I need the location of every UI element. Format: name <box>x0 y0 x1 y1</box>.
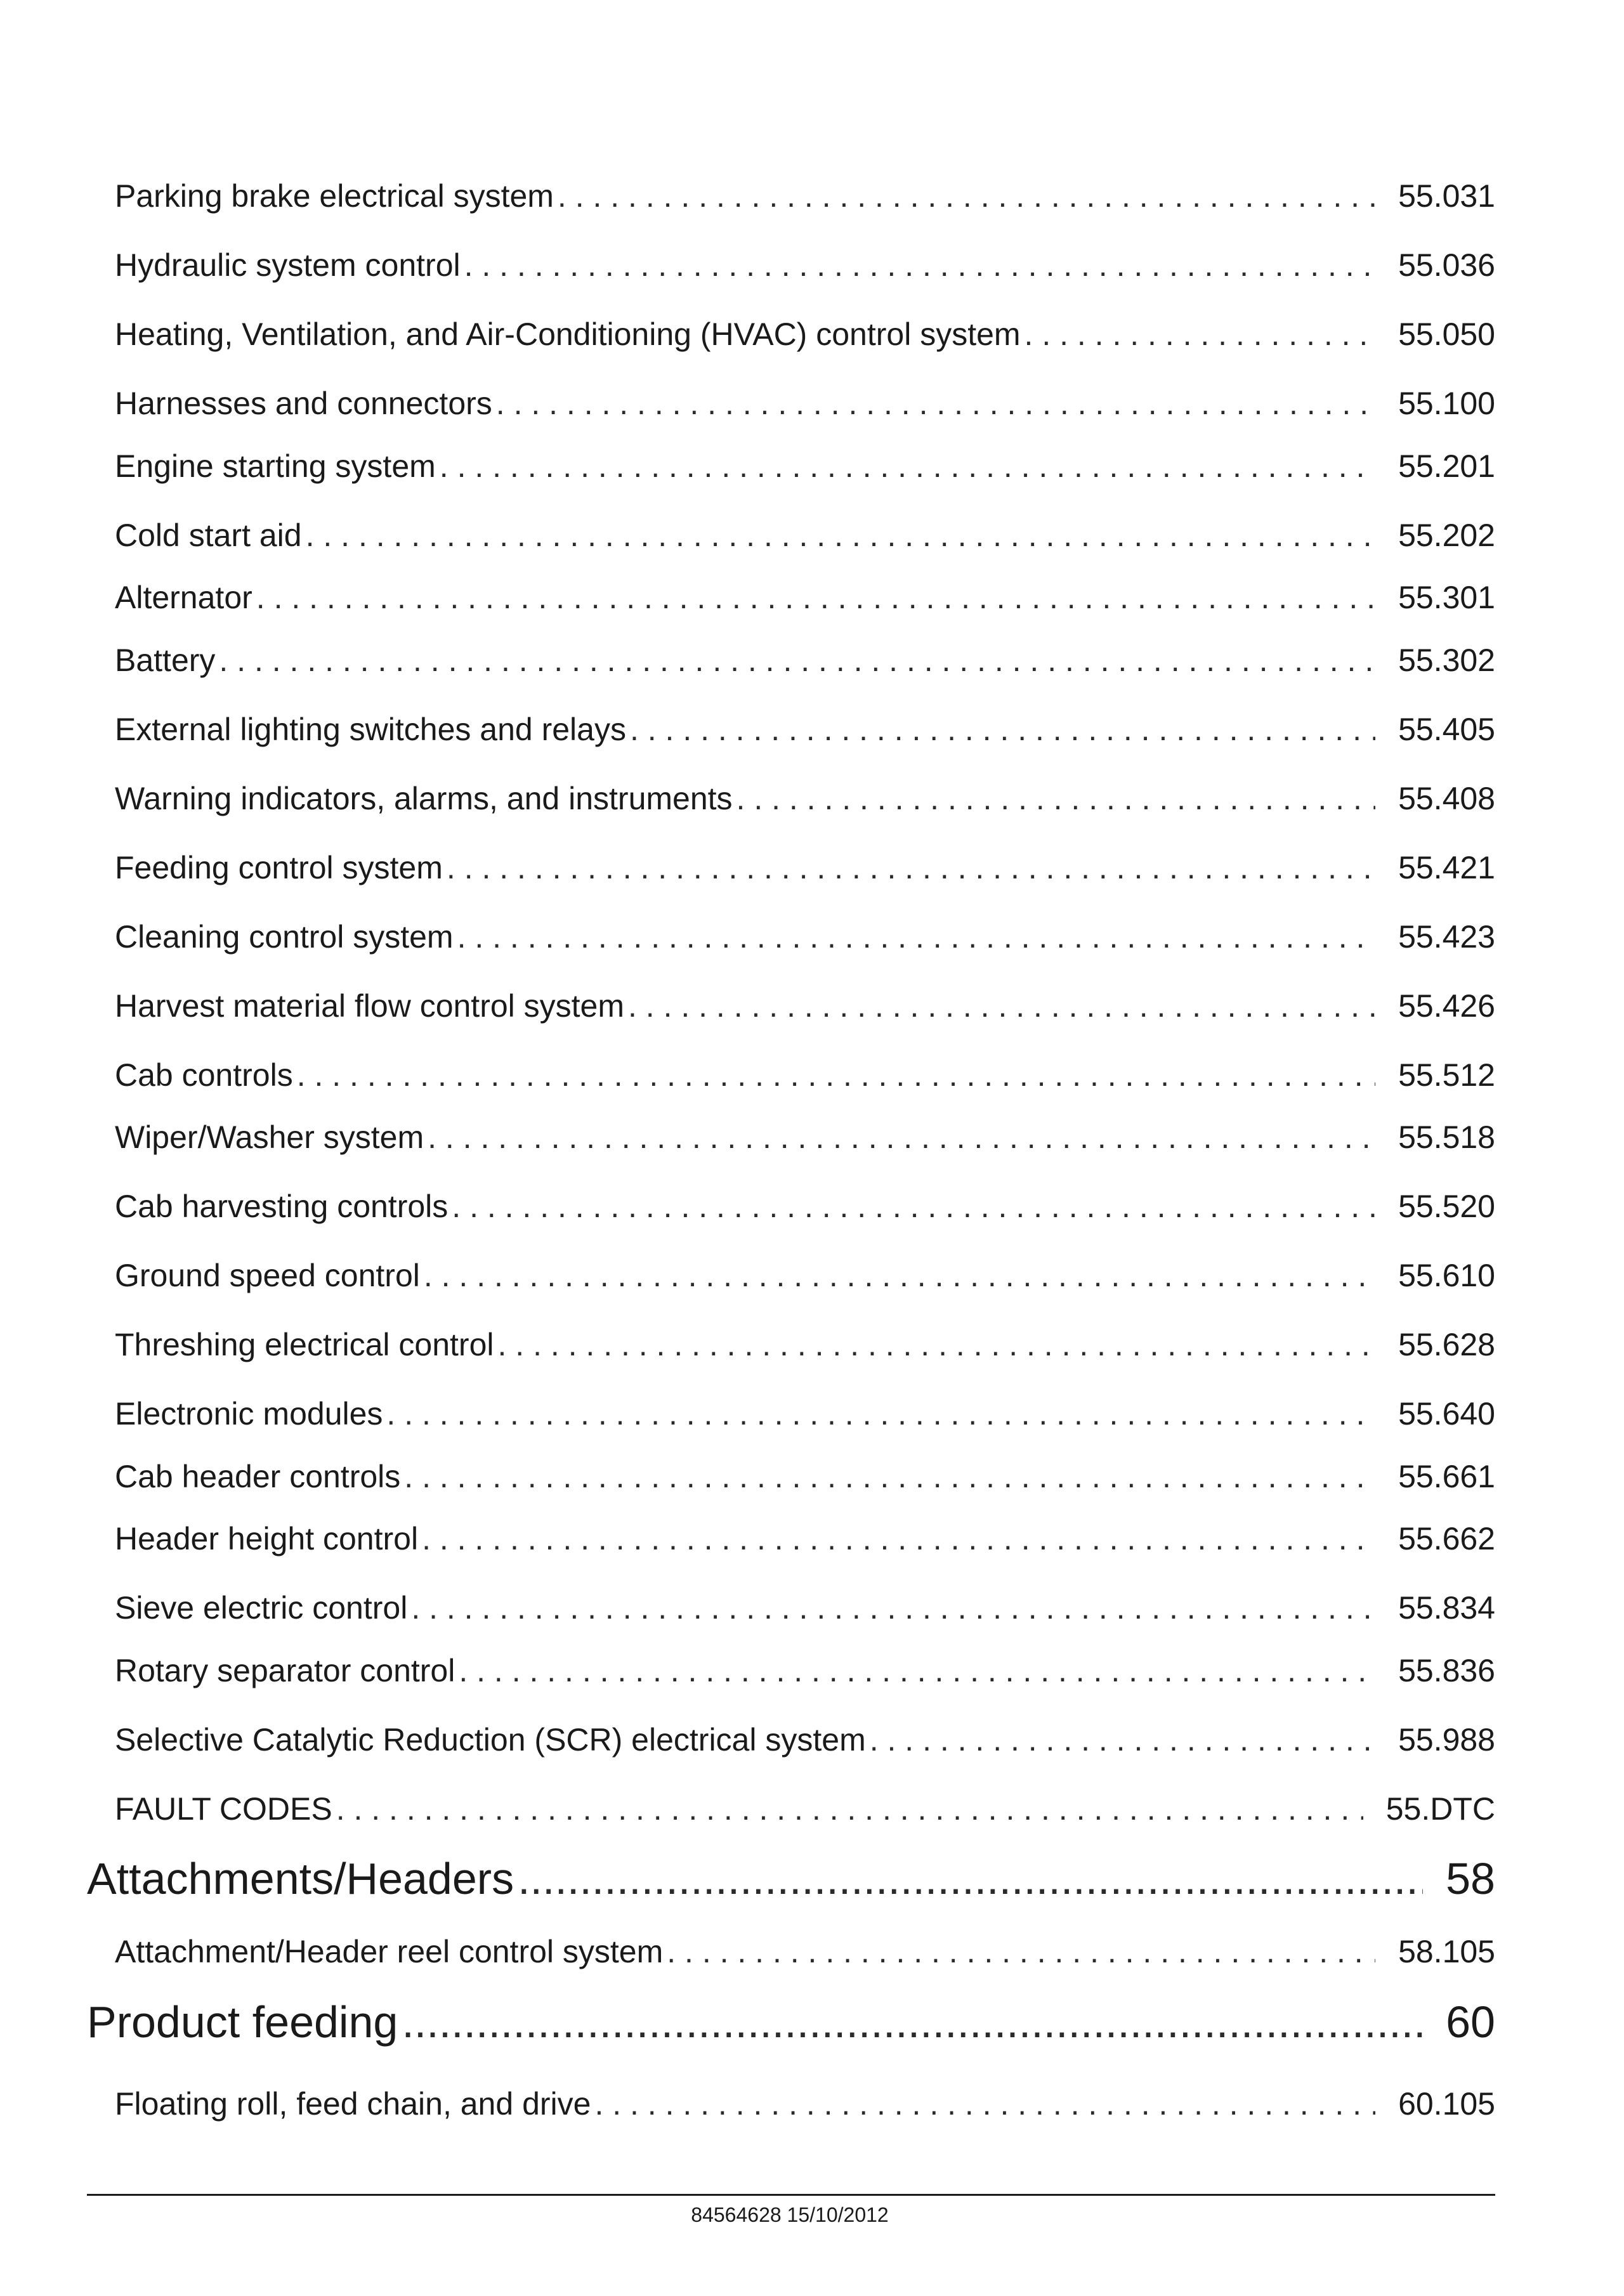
toc-entry-title: Threshing electrical control <box>115 1327 494 1362</box>
toc-entry-code: 55.628 <box>1398 1327 1495 1362</box>
dot-leader <box>667 1933 1375 1970</box>
toc-entry[interactable] <box>115 1458 1495 1495</box>
toc-entry[interactable] <box>115 849 1495 886</box>
toc-entry-code: 58.105 <box>1398 1934 1495 1969</box>
toc-entry-title: Harnesses and connectors <box>115 386 492 421</box>
dot-leader <box>628 988 1375 1024</box>
toc-entry-code: 55.423 <box>1398 919 1495 955</box>
dot-leader <box>464 247 1375 284</box>
toc-entry[interactable] <box>115 780 1495 817</box>
toc-section-heading[interactable] <box>87 1997 1495 2047</box>
toc-entry-title: Ground speed control <box>115 1258 420 1293</box>
toc-entry-code: 55.302 <box>1398 642 1495 678</box>
dot-leader <box>870 1721 1375 1758</box>
toc-entry-title: External lighting switches and relays <box>115 712 626 747</box>
toc-entry-code: 55.050 <box>1398 316 1495 352</box>
dot-leader <box>498 1326 1376 1363</box>
toc-entry-title: Attachment/Header reel control system <box>115 1934 664 1969</box>
toc-entry-title: Parking brake electrical system <box>115 178 554 214</box>
toc-section-title: Attachments/Headers <box>87 1854 514 1903</box>
toc-entry-code: 55.512 <box>1398 1057 1495 1093</box>
toc-entry-code: 55.836 <box>1398 1653 1495 1688</box>
toc-entry-title: Wiper/Washer system <box>115 1119 424 1155</box>
toc-entry-title: Hydraulic system control <box>115 247 461 283</box>
toc-entry-title: Electronic modules <box>115 1396 383 1432</box>
toc-entry-code: 55.031 <box>1398 178 1495 214</box>
toc-entry[interactable] <box>115 918 1495 955</box>
toc-entry[interactable] <box>115 1589 1495 1626</box>
toc-entry[interactable] <box>115 1790 1495 1827</box>
dot-leader <box>297 1057 1375 1093</box>
toc-entry[interactable] <box>115 1057 1495 1093</box>
dot-leader <box>256 579 1375 616</box>
toc-entry-code: 55.421 <box>1398 850 1495 885</box>
toc-entry-title: Heating, Ventilation, and Air-Conditioning (HVAC) control system <box>115 316 1021 352</box>
dot-leader <box>424 1257 1375 1294</box>
toc-entry-code: 55.988 <box>1398 1722 1495 1758</box>
toc-entry[interactable] <box>115 448 1495 485</box>
toc-section-number: 60 <box>1446 1997 1495 2047</box>
toc-entry[interactable] <box>115 1257 1495 1294</box>
toc-entry[interactable] <box>115 178 1495 214</box>
toc-entry-title: Cab harvesting controls <box>115 1189 449 1224</box>
dot-leader <box>630 711 1375 748</box>
toc-entry-title: Harvest material flow control system <box>115 988 625 1024</box>
toc-entry-title: Sieve electric control <box>115 1590 408 1626</box>
page-footer: 84564628 15/10/2012 <box>691 2203 889 2226</box>
toc-entry-code: 55.610 <box>1398 1258 1495 1293</box>
dot-leader <box>737 780 1376 817</box>
toc-entry[interactable] <box>115 1933 1495 1970</box>
dot-leader <box>558 178 1375 214</box>
toc-entry-title: Cold start aid <box>115 518 302 553</box>
toc-entry[interactable] <box>115 1188 1495 1225</box>
toc-entry-code: 55.405 <box>1398 712 1495 747</box>
toc-section-number: 58 <box>1446 1854 1495 1903</box>
dot-leader <box>219 642 1375 679</box>
dot-leader <box>428 1119 1375 1156</box>
dot-leader <box>1025 316 1376 353</box>
toc-entry-title: Cab controls <box>115 1057 293 1093</box>
toc-entry-title: Battery <box>115 642 216 678</box>
toc-entry-code: 55.834 <box>1398 1590 1495 1626</box>
dot-leader <box>411 1589 1375 1626</box>
toc-entry-title: FAULT CODES <box>115 1791 332 1827</box>
toc-entry-code: 55.518 <box>1398 1119 1495 1155</box>
toc-entry[interactable] <box>115 517 1495 554</box>
dot-leader <box>457 918 1375 955</box>
toc-entry-code: 55.640 <box>1398 1396 1495 1432</box>
dot-leader <box>452 1188 1375 1225</box>
toc-entry[interactable] <box>115 385 1495 422</box>
toc-entry[interactable] <box>115 1520 1495 1557</box>
dot-leader <box>402 1997 1423 2047</box>
toc-entry[interactable] <box>115 1721 1495 1758</box>
toc-entry-title: Cleaning control system <box>115 919 454 955</box>
toc-entry-title: Cab header controls <box>115 1459 401 1494</box>
toc-entry-title: Warning indicators, alarms, and instruments <box>115 781 733 816</box>
toc-entry-code: 55.201 <box>1398 448 1495 484</box>
dot-leader <box>447 849 1375 886</box>
dot-leader <box>496 385 1375 422</box>
dot-leader <box>336 1790 1363 1827</box>
toc-entry[interactable] <box>115 1326 1495 1363</box>
toc-entry-code: 55.301 <box>1398 580 1495 615</box>
toc-entry[interactable] <box>115 247 1495 284</box>
toc-entry-title: Floating roll, feed chain, and drive <box>115 2086 591 2122</box>
dot-leader <box>386 1395 1375 1432</box>
toc-section-heading[interactable] <box>87 1853 1495 1904</box>
dot-leader <box>306 517 1375 554</box>
toc-entry[interactable] <box>115 642 1495 679</box>
toc-entry-code: 55.662 <box>1398 1521 1495 1556</box>
toc-entry[interactable] <box>115 711 1495 748</box>
toc-entry-code: 55.100 <box>1398 386 1495 421</box>
toc-entry-code: 55.DTC <box>1385 1791 1495 1827</box>
dot-leader <box>422 1520 1375 1557</box>
toc-entry-title: Engine starting system <box>115 448 436 484</box>
toc-entry-code: 55.426 <box>1398 988 1495 1024</box>
toc-section-title: Product feeding <box>87 1997 398 2047</box>
toc-entry-title: Rotary separator control <box>115 1653 455 1688</box>
toc-entry[interactable] <box>115 1395 1495 1432</box>
toc-entry[interactable] <box>115 2085 1495 2122</box>
toc-entry[interactable] <box>115 1119 1495 1156</box>
toc-entry-code: 55.520 <box>1398 1189 1495 1224</box>
toc-entry[interactable] <box>115 988 1495 1024</box>
toc-entry-title: Header height control <box>115 1521 419 1556</box>
toc-entry-code: 55.408 <box>1398 781 1495 816</box>
dot-leader <box>594 2085 1375 2122</box>
toc-entry-title: Alternator <box>115 580 252 615</box>
footer-divider <box>87 2194 1495 2196</box>
dot-leader <box>459 1652 1375 1689</box>
toc-entry-code: 55.036 <box>1398 247 1495 283</box>
toc-entry-title: Selective Catalytic Reduction (SCR) electrical system <box>115 1722 866 1758</box>
toc-entry[interactable] <box>115 579 1495 616</box>
toc-entry-code: 55.661 <box>1398 1459 1495 1494</box>
dot-leader <box>404 1458 1375 1495</box>
toc-entry-code: 55.202 <box>1398 518 1495 553</box>
dot-leader <box>440 448 1375 485</box>
toc-entry-code: 60.105 <box>1398 2086 1495 2122</box>
toc-entry[interactable] <box>115 1652 1495 1689</box>
toc-entry[interactable] <box>115 316 1495 353</box>
dot-leader <box>518 1853 1423 1904</box>
toc-entry-title: Feeding control system <box>115 850 443 885</box>
